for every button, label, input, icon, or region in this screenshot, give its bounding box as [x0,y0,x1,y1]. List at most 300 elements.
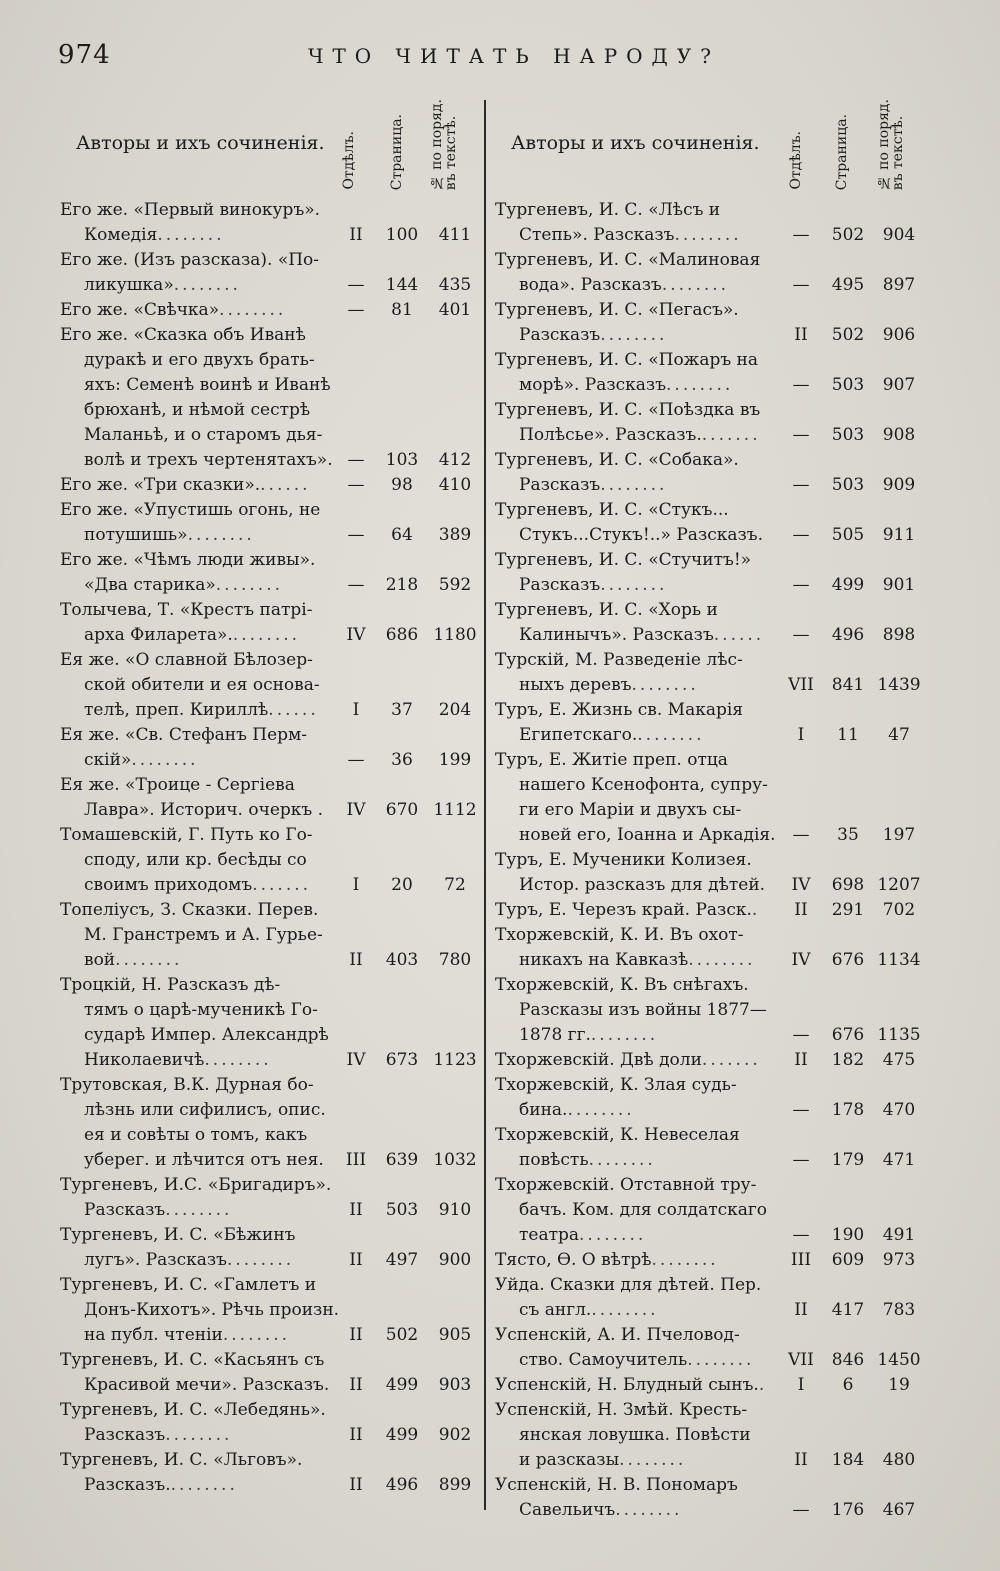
entry-number: 72 [444,875,466,895]
entry-page: 6 [842,1375,854,1395]
index-entry [60,1273,475,1348]
index-entry [60,473,475,498]
entry-page: 670 [385,800,419,820]
entry-section: II [349,1250,363,1270]
entry-text-line [60,323,475,348]
entry-section: — [792,1500,810,1520]
entry-section: I [797,725,805,745]
entry-text-line [60,248,475,273]
entry-text-line [495,973,925,998]
index-entry [495,448,925,498]
entry-text: тямъ о царѣ-мученикѣ Го- [84,1000,318,1020]
entry-number: 199 [438,750,472,770]
entry-text: Тхоржевскій, К. И. Въ охот- [495,925,744,945]
index-entries [60,198,475,1498]
entry-text: Успенскій, Н. В. Пономаръ [495,1475,738,1495]
entry-text-line [495,498,925,523]
entry-number: 1032 [433,1150,477,1170]
dot-leader: ........ [591,1300,659,1320]
dot-leader: ........ [600,475,668,495]
dot-leader: ...... [713,625,765,645]
entry-text: Его же. «Свѣчка» [60,300,220,320]
index-entry [60,773,475,823]
dot-leader: ........ [637,725,705,745]
entry-text: споду, или кр. бесѣды со [84,850,307,870]
entry-text: Его же. (Изъ разсказа). «По- [60,250,320,270]
entry-section: II [349,1425,363,1445]
entry-text-line [495,1473,925,1498]
entry-text-line [495,1398,925,1423]
entry-section: — [792,475,810,495]
index-entry [495,1323,925,1373]
entry-text: брюханѣ, и нѣмой сестрѣ [84,400,311,420]
entry-section: II [349,950,363,970]
entry-number: 491 [882,1225,916,1245]
dot-leader: ........ [222,1325,291,1345]
dot-leader: ........ [226,1250,295,1270]
entry-page: 495 [831,275,865,295]
entry-text-line [495,598,925,623]
entry-text-line [60,923,475,948]
dot-leader: ........ [687,1350,755,1370]
entry-number: 907 [882,375,916,395]
entry-number: 435 [438,275,472,295]
entry-text: Степь». Разсказъ [519,225,675,245]
entry-text-line [60,998,475,1023]
index-entry [60,1173,475,1223]
entry-page: 35 [837,825,859,845]
entry-page: 503 [831,375,865,395]
entry-text: Николаевичѣ [84,1050,205,1070]
entry-number: 908 [882,425,916,445]
dot-leader: ........ [115,950,183,970]
entry-text-line [495,848,925,873]
entry-page: 218 [385,575,419,595]
entry-section: — [792,375,810,395]
index-entry [60,298,475,323]
index-entry [495,498,925,548]
entry-page: 698 [831,875,865,895]
entry-text: Туръ, Е. Житіе преп. отца [495,750,728,770]
entry-text: лѣзнь или сифилисъ, опис. [84,1100,326,1120]
index-entry [60,548,475,598]
entry-number: 1134 [877,950,921,970]
entry-number: 410 [438,475,472,495]
column-header [60,98,475,198]
entry-section: — [347,750,365,770]
entry-text-line [495,1323,925,1348]
index-entry [60,1348,475,1398]
entry-text: Тхоржевскій, К. Въ снѣгахъ. [495,975,749,995]
dot-leader: ........ [688,950,756,970]
entry-text-line [495,298,925,323]
entry-text-line [60,773,475,798]
entry-section: III [790,1250,812,1270]
entry-text: Успенскій, Н. Змѣй. Кресть- [495,1400,748,1420]
index-entry [60,723,475,773]
entry-number: 204 [438,700,472,720]
dot-leader: ........ [651,1250,719,1270]
entry-text-line [495,748,925,773]
dot-leader: ........ [165,1425,233,1445]
entry-number: 1112 [433,800,477,820]
entry-number: 1450 [877,1350,921,1370]
entry-text: ныхъ деревъ [519,675,632,695]
index-entry [60,898,475,973]
entry-text: съ англ. [519,1300,592,1320]
entry-section: — [792,1025,810,1045]
entry-text-line [60,498,475,523]
dot-leader: ........ [615,1500,683,1520]
entry-text: Тургеневъ, И. С. «Пегасъ». [495,300,739,320]
running-title: ЧТО ЧИТАТЬ НАРОДУ? [308,44,720,68]
entry-text-line [60,1273,475,1298]
entry-page: 81 [391,300,413,320]
dot-leader: ........ [567,1100,635,1120]
entry-text-line [60,1098,475,1123]
entry-page: 676 [831,950,865,970]
entry-text-line [60,673,475,698]
entry-page: 502 [831,325,865,345]
entry-page: 291 [831,900,865,920]
entry-page: 184 [831,1450,865,1470]
entry-number: 197 [882,825,916,845]
entry-section: — [792,1150,810,1170]
entry-text: Разсказъ. [84,1475,171,1495]
index-entry [495,848,925,898]
entry-text: ство. Самоучитель [519,1350,688,1370]
entry-section: II [349,1200,363,1220]
index-entry [495,348,925,398]
entry-page: 502 [385,1325,419,1345]
index-entry [60,323,475,473]
entry-text: Успенскій, А. И. Пчеловод- [495,1325,740,1345]
entry-section: II [349,1475,363,1495]
entry-text: дуракѣ и его двухъ брать- [84,350,315,370]
entry-text: Тясто, Ѳ. О вѣтрѣ [495,1250,652,1270]
entry-page: 673 [385,1050,419,1070]
entry-section: — [792,225,810,245]
column-divider [484,100,486,1510]
entry-text: Его же. «Сказка объ Иванѣ [60,325,306,345]
entry-text: Донъ-Кихотъ». Рѣчь произн. [84,1300,340,1320]
entry-number: 47 [888,725,910,745]
entry-page: 676 [831,1025,865,1045]
entry-text: скій» [84,750,132,770]
column-header-number: № по поряд. въ текстѣ. [429,98,459,190]
entry-text-line [60,1448,475,1473]
entry-text-line [60,198,475,223]
entry-text: Тургеневъ, И. С. «Стукъ... [495,500,729,520]
entry-section: — [347,575,365,595]
entry-page: 505 [831,525,865,545]
index-entry [495,1048,925,1073]
running-head [0,38,1000,78]
index-entry [60,823,475,898]
dot-leader: ........ [600,575,668,595]
entry-number: 1123 [433,1050,477,1070]
entry-text: Ея же. «О славной Бѣлозер- [60,650,313,670]
entry-text: лугъ». Разсказъ [84,1250,227,1270]
entry-number: 389 [438,525,472,545]
entry-text: Тургеневъ, И. С. «Гамлетъ и [60,1275,317,1295]
entry-section: II [349,1325,363,1345]
entry-text-line [495,1073,925,1098]
entry-number: 909 [882,475,916,495]
dot-leader: ....... [701,425,761,445]
index-entry [495,898,925,923]
entry-text: Тургеневъ, И.С. «Бригадиръ». [60,1175,332,1195]
index-entries [495,198,925,1523]
entry-text: Его же. «Чѣмъ люди живы». [60,550,316,570]
entry-text: ской обители и ея основа- [84,675,320,695]
entry-number: 475 [882,1050,916,1070]
entry-number: 902 [438,1425,472,1445]
entry-text: Египетскаго. [519,725,638,745]
entry-number: 401 [438,300,472,320]
entry-text: Тургеневъ, И. С. «Стучитъ!» [495,550,752,570]
entry-text-line [60,1023,475,1048]
entry-text-line [495,1198,925,1223]
index-entry [495,1173,925,1248]
column-header-number: № по поряд. въ текстѣ. [876,98,906,190]
index-entry [60,973,475,1073]
entry-number: 783 [882,1300,916,1320]
entry-section: II [794,1300,808,1320]
entry-text-line [495,1423,925,1448]
entry-section: IV [791,950,811,970]
column-header-page: Страница. [389,113,405,190]
index-entry [60,1073,475,1173]
entry-text: ги его Маріи и двухъ сы- [519,800,742,820]
entry-text-line [60,898,475,923]
entry-text: Тургеневъ, И. С. «Лѣсъ и [495,200,721,220]
entry-text-line [495,773,925,798]
dot-leader: ....... [701,1050,761,1070]
entry-page: 182 [831,1050,865,1070]
entry-text: Уйда. Сказки для дѣтей. Пер. [495,1275,762,1295]
entry-page: 841 [831,675,865,695]
entry-text-line [495,348,925,373]
entry-page: 403 [385,950,419,970]
entry-section: — [792,825,810,845]
entry-text: ликушка» [84,275,174,295]
index-entry [60,248,475,298]
entry-number: 900 [438,1250,472,1270]
dot-leader: ........ [165,1200,233,1220]
entry-page: 190 [831,1225,865,1245]
entry-page: 103 [385,450,419,470]
column-header-page: Страница. [834,113,850,190]
entry-section: II [794,1050,808,1070]
dot-leader: ........ [674,225,742,245]
dot-leader: ........ [173,275,241,295]
entry-number: 906 [882,325,916,345]
entry-text: Тургеневъ, И. С. «Пожаръ на [495,350,759,370]
index-entry [495,398,925,448]
index-entry [60,1448,475,1498]
entry-text: Калинычъ». Разсказъ [519,625,714,645]
entry-text: Тхоржевскій, К. Невеселая [495,1125,740,1145]
dot-leader: ........ [170,1475,238,1495]
index-entry [495,698,925,748]
entry-text: бачъ. Ком. для солдатскаго [519,1200,768,1220]
entry-section: II [794,900,808,920]
entry-number: 911 [882,525,916,545]
entry-text: Разсказъ [519,575,601,595]
index-entry [495,298,925,348]
index-entry [495,548,925,598]
entry-section: — [792,425,810,445]
entry-text: Разсказъ [84,1200,166,1220]
entry-text: Тургеневъ, И. С. «Хорь и [495,600,718,620]
entry-text: Савельичъ [519,1500,616,1520]
entry-text-line [495,648,925,673]
entry-text: Трутовская, В.К. Дурная бо- [60,1075,314,1095]
entry-section: IV [791,875,811,895]
index-entry [495,1373,925,1398]
index-entry [495,248,925,298]
entry-section: — [792,1100,810,1120]
index-entry [495,198,925,248]
entry-text: Разсказы изъ войны 1877— [519,1000,767,1020]
entry-number: 592 [438,575,472,595]
dot-leader: ........ [215,575,284,595]
entry-text: Его же. «Первый винокуръ». [60,200,321,220]
entry-section: VII [788,675,814,695]
entry-text-line [60,1298,475,1323]
entry-text: сударѣ Импер. Александрѣ [84,1025,329,1045]
entry-text: вода». Разсказъ [519,275,662,295]
entry-page: 98 [391,475,413,495]
entry-text: уберег. и лѣчится отъ нея. [84,1150,324,1170]
entry-text: Толычева, Т. «Крестъ патрі- [60,600,313,620]
index-entry [495,1473,925,1523]
entry-page: 176 [831,1500,865,1520]
entry-text: Туръ, Е. Мученики Колизея. [495,850,752,870]
entry-text: Тхоржевскій, К. Злая судь- [495,1075,737,1095]
entry-number: 480 [882,1450,916,1470]
entry-number: 903 [438,1375,472,1395]
entry-text: нашего Ксенофонта, супру- [519,775,768,795]
dot-leader: ........ [232,625,301,645]
dot-leader: . [751,900,761,920]
dot-leader: ........ [131,750,199,770]
entry-text: Туръ, Е. Черезъ край. Разск. [495,900,752,920]
entry-number: 905 [438,1325,472,1345]
entry-page: 503 [831,425,865,445]
entry-text: и разсказы [519,1450,620,1470]
entry-number: 1180 [433,625,477,645]
index-entry [495,648,925,698]
dot-leader: ........ [590,1025,659,1045]
entry-number: 471 [882,1150,916,1170]
entry-text: Ея же. «Св. Стефанъ Перм- [60,725,308,745]
entry-text: Туръ, Е. Жизнь св. Макарія [495,700,744,720]
dot-leader: ........ [661,275,730,295]
entry-page: 11 [837,725,859,745]
entry-number: 973 [882,1250,916,1270]
entry-text-line [495,1123,925,1148]
entry-text: Тургеневъ, И. С. «Бѣжинъ [60,1225,296,1245]
entry-section: III [345,1150,367,1170]
entry-text: на публ. чтеніи [84,1325,223,1345]
dot-leader: ........ [600,325,668,345]
entry-text-line [60,1173,475,1198]
entry-text: Успенскій, Н. Блудный сынъ. [495,1375,759,1395]
entry-text-line [60,373,475,398]
entry-text: Полѣсье». Разсказъ. [519,425,702,445]
entry-text: Истор. разсказъ для дѣтей. [519,875,766,895]
index-entry [495,1398,925,1473]
entry-page: 496 [831,625,865,645]
entry-section: — [347,300,365,320]
entry-number: 19 [888,1375,910,1395]
entry-text: никахъ на Кавказѣ [519,950,689,970]
entry-text: арха Филарета». [84,625,233,645]
dot-leader: ...... [268,700,319,720]
entry-text: янская ловушка. Повѣсти [519,1425,751,1445]
entry-section: II [794,325,808,345]
entry-number: 411 [438,225,472,245]
entry-text-line [495,698,925,723]
entry-text-line [60,973,475,998]
entry-text: Топеліусъ, З. Сказки. Перев. [60,900,319,920]
entry-text: Маланьѣ, и о старомъ дья- [84,425,323,445]
entry-text-line [495,1173,925,1198]
entry-page: 499 [831,575,865,595]
entry-section: I [352,875,360,895]
entry-text: ея и совѣты о томъ, какъ [84,1125,308,1145]
dot-leader: ....... [252,875,312,895]
dot-leader: ........ [631,675,699,695]
index-column-left [60,98,475,1543]
entry-text-line [495,998,925,1023]
index-entry [60,1223,475,1273]
entry-number: 1207 [877,875,921,895]
entry-text-line [60,723,475,748]
entry-text: театра [519,1225,580,1245]
dot-leader: ........ [157,225,225,245]
column-header-otdel: Отдѣлъ. [341,131,357,190]
entry-text: своимъ приходомъ [84,875,253,895]
entry-text: Турскій, М. Разведеніе лѣс- [495,650,743,670]
entry-section: I [797,1375,805,1395]
entry-page: 144 [385,275,419,295]
entry-text: повѣсть [519,1150,589,1170]
entry-section: IV [346,1050,366,1070]
entry-text-line [60,1348,475,1373]
entry-section: II [349,1375,363,1395]
entry-section: II [794,1450,808,1470]
entry-text-line [495,1273,925,1298]
entry-number: 1439 [877,675,921,695]
index-entry [60,498,475,548]
entry-text-line [60,848,475,873]
entry-page: 178 [831,1100,865,1120]
index-entry [60,598,475,648]
entry-page: 499 [385,1425,419,1445]
entry-text: потушишь» [84,525,188,545]
entry-section: — [347,475,365,495]
entry-number: 898 [882,625,916,645]
entry-text: Его же. «Упустишь огонь, не [60,500,321,520]
entry-text: Тургеневъ, И. С. «Лебедянь». [60,1400,326,1420]
entry-page: 503 [831,475,865,495]
entry-text-line [60,598,475,623]
entry-section: I [352,700,360,720]
entry-text-line [495,248,925,273]
